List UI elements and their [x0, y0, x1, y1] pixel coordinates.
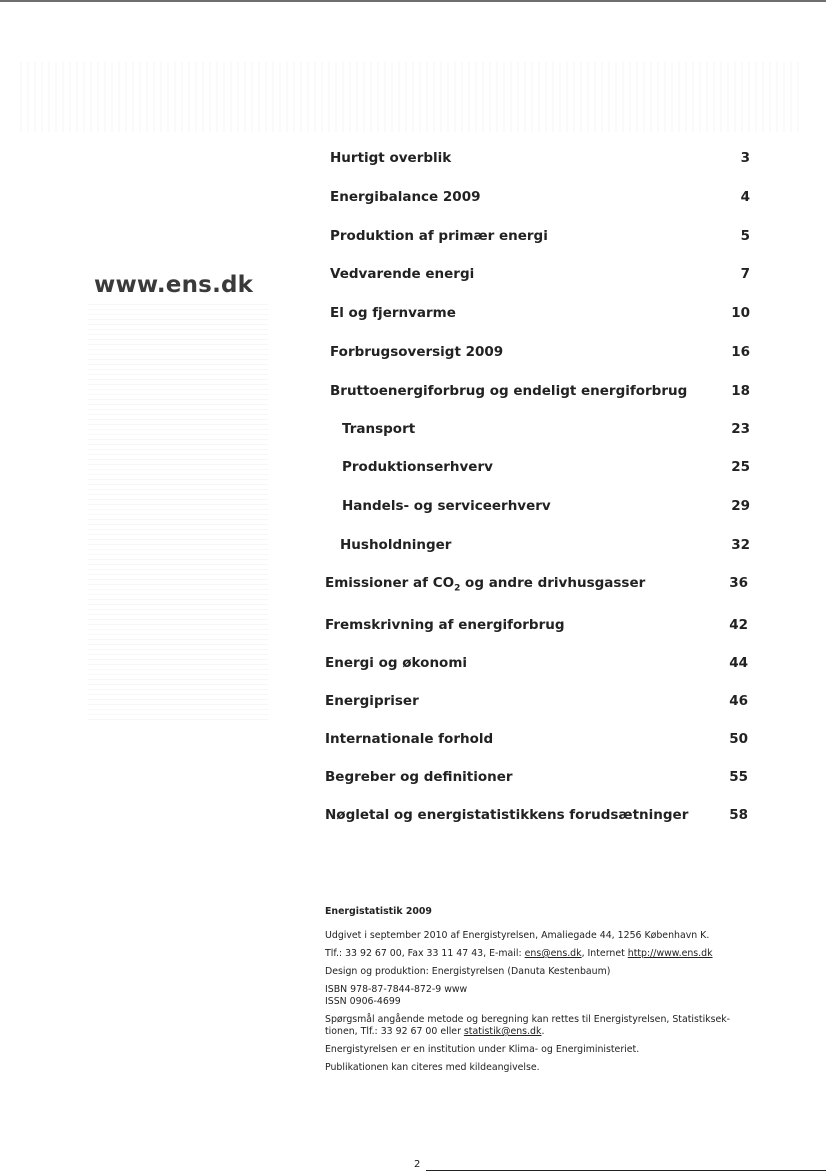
internet-link[interactable]: http://www.ens.dk — [627, 948, 713, 959]
toc-entry-title: Transport — [342, 421, 416, 437]
toc-entry-page: 36 — [729, 575, 748, 591]
toc-entry-title: Energibalance 2009 — [330, 189, 481, 205]
email-link[interactable]: ens@ens.dk — [524, 948, 582, 959]
subscript-two: 2 — [454, 583, 461, 594]
toc-entry-title: Forbrugsoversigt 2009 — [330, 344, 504, 360]
toc-entry[interactable] — [325, 807, 748, 829]
toc-entry-page: 32 — [731, 537, 750, 553]
publication-info: Udgivet i september 2010 af Energistyrelsen, Amaliegade 44, 1256 København K. — [325, 930, 710, 941]
toc-entry-page: 50 — [729, 731, 748, 747]
toc-entry-title: Produktionserhverv — [342, 459, 493, 475]
contact-info: Tlf.: 33 92 67 00, Fax 33 11 47 43, E-mail: ens@ens.dk, Internet http://www.ens.dk — [325, 948, 713, 959]
toc-entry-title: Fremskrivning af energiforbrug — [325, 617, 565, 633]
toc-subentry[interactable] — [340, 537, 750, 559]
toc-entry-page: 3 — [740, 150, 750, 166]
toc-entry-page: 16 — [731, 344, 750, 360]
toc-entry[interactable] — [325, 731, 748, 753]
toc-entry[interactable] — [330, 266, 750, 288]
toc-entry-page: 29 — [731, 498, 750, 514]
sidebar-texture — [88, 300, 268, 720]
website-url[interactable]: www.ens.dk — [94, 272, 254, 298]
toc-entry-page: 4 — [740, 189, 750, 205]
toc-subentry[interactable] — [342, 421, 750, 443]
top-rule — [0, 0, 826, 2]
colophon-title: Energistatistik 2009 — [325, 906, 432, 917]
toc-entry-title: Emissioner af $CO_2$ og andre drivhusgasser — [325, 575, 646, 594]
toc-entry-page: 18 — [731, 383, 750, 399]
toc-subentry[interactable] — [342, 498, 750, 520]
toc-entry[interactable] — [330, 344, 750, 366]
toc-entry-title: El og fjernvarme — [330, 305, 456, 321]
toc-entry[interactable] — [325, 693, 748, 715]
statistics-email-link[interactable]: statistik@ens.dk — [463, 1026, 542, 1037]
toc-entry[interactable] — [325, 769, 748, 791]
toc-entry-page: 58 — [729, 807, 748, 823]
toc-entry[interactable] — [330, 189, 750, 211]
page-number: 2 — [414, 1159, 421, 1170]
toc-entry[interactable] — [325, 575, 748, 597]
toc-entry[interactable] — [325, 617, 748, 639]
citation-info: Publikationen kan citeres med kildeangivelse. — [325, 1062, 540, 1073]
toc-entry-page: 7 — [740, 266, 750, 282]
toc-entry-page: 44 — [729, 655, 748, 671]
toc-entry-page: 55 — [729, 769, 748, 785]
toc-entry[interactable] — [330, 150, 750, 172]
toc-entry-page: 10 — [731, 305, 750, 321]
design-credit: Design og produktion: Energistyrelsen (Danuta Kestenbaum) — [325, 966, 611, 977]
toc-entry[interactable] — [325, 655, 748, 677]
scan-noise — [20, 62, 800, 132]
isbn: ISBN 978-87-7844-872-9 www — [325, 984, 468, 995]
toc-entry-page: 23 — [731, 421, 750, 437]
colophon — [325, 906, 765, 1080]
toc-entry-page: 5 — [740, 228, 750, 244]
toc-entry-title: Hurtigt overblik — [330, 150, 452, 166]
institution-info: Energistyrelsen er en institution under Klima- og Energiministeriet. — [325, 1044, 640, 1055]
toc-entry[interactable] — [330, 383, 750, 405]
toc-subentry[interactable] — [342, 459, 750, 481]
toc-entry-title: Begreber og definitioner — [325, 769, 513, 785]
toc-entry-title: Handels- og serviceerhverv — [342, 498, 551, 514]
toc-entry-title: Energi og økonomi — [325, 655, 468, 671]
toc-entry-title: Husholdninger — [340, 537, 452, 553]
toc-entry-page: 46 — [729, 693, 748, 709]
issn: ISSN 0906-4699 — [325, 996, 401, 1007]
toc-entry-title: Produktion af primær energi — [330, 228, 548, 244]
toc-entry-title: Internationale forhold — [325, 731, 494, 747]
toc-entry-title: Energipriser — [325, 693, 419, 709]
toc-entry-title: Bruttoenergiforbrug og endeligt energiforbrug — [330, 383, 688, 399]
toc-entry[interactable] — [330, 228, 750, 250]
footer-rule — [426, 1170, 826, 1171]
questions-info: Spørgsmål angående metode og beregning kan rettes til Energistyrelsen, Statistiksek- tionen, Tlf.: 33 92 67 00 eller statistik@ens.dk. — [325, 1014, 731, 1037]
toc-entry-title: Nøgletal og energistatistikkens forudsætninger — [325, 807, 689, 823]
toc-entry-page: 25 — [731, 459, 750, 475]
toc-entry-title: Vedvarende energi — [330, 266, 475, 282]
toc-entry[interactable] — [330, 305, 750, 327]
toc-entry-page: 42 — [729, 617, 748, 633]
